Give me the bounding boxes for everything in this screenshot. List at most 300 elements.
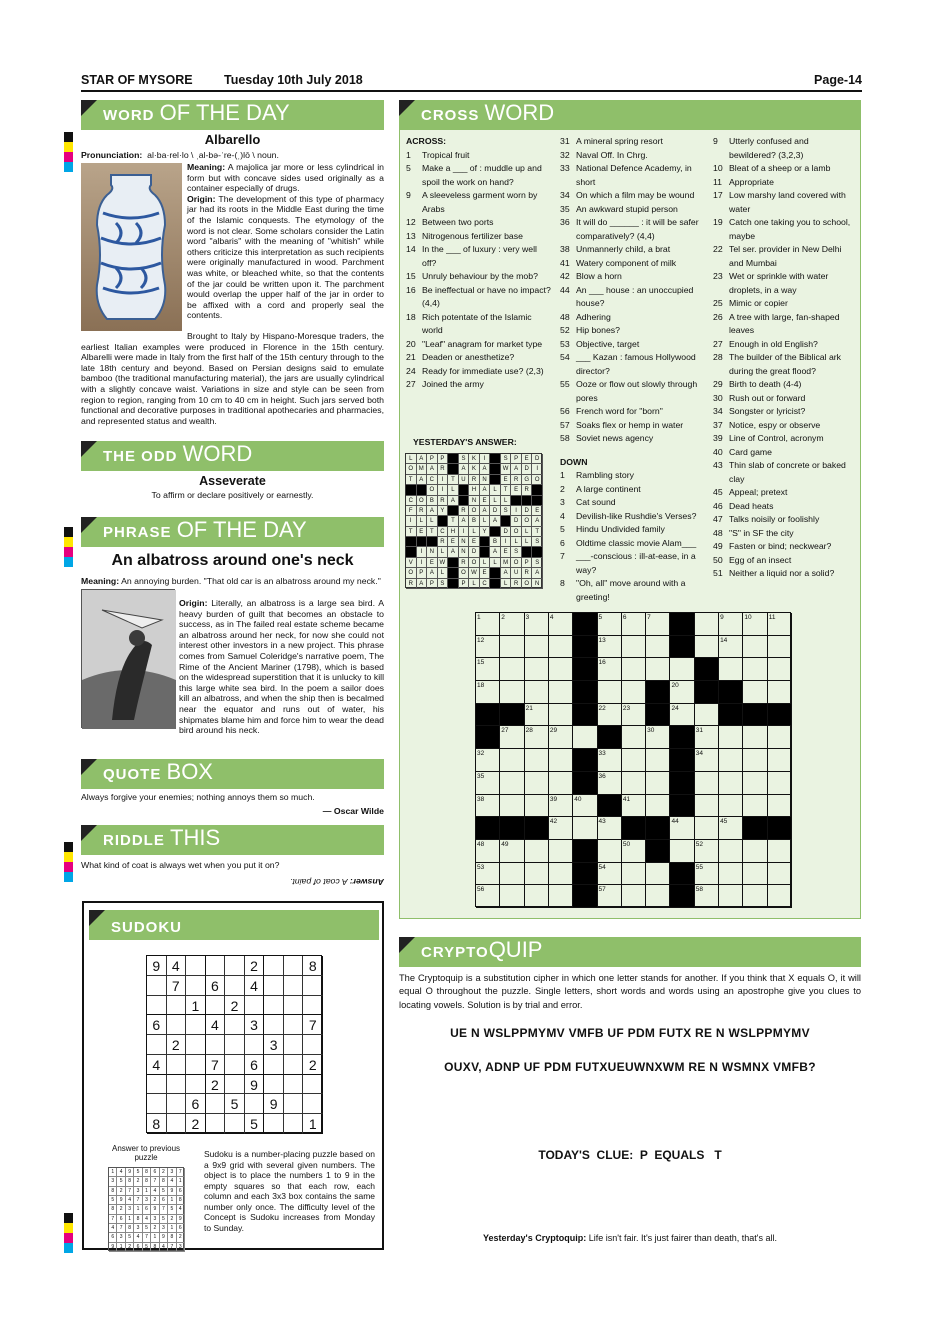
sudoku-cell[interactable] bbox=[303, 1075, 323, 1095]
yesterday-cell: G bbox=[522, 475, 533, 485]
clue-text: A tree with large, fan-shaped leaves bbox=[729, 311, 840, 335]
crossword-cell[interactable]: 32 bbox=[476, 749, 500, 772]
crossword-cell[interactable] bbox=[719, 885, 743, 908]
sudoku-cell[interactable] bbox=[245, 996, 265, 1016]
crossword-black-cell bbox=[670, 772, 694, 795]
sudoku-cell[interactable] bbox=[264, 1114, 284, 1134]
sudoku-cell[interactable] bbox=[167, 1055, 187, 1075]
crossword-cell[interactable]: 38 bbox=[476, 795, 500, 818]
clue-text: Enough in old English? bbox=[729, 338, 818, 349]
yesterday-cell bbox=[448, 579, 459, 589]
sudoku-cell[interactable] bbox=[206, 1035, 226, 1055]
sudoku-answer-cell: 2 bbox=[151, 1196, 159, 1205]
sudoku-answer-cell: 8 bbox=[168, 1233, 176, 1242]
crossword-cell[interactable]: 44 bbox=[670, 817, 694, 840]
yesterday-cell: S bbox=[438, 579, 449, 589]
crossword-cell[interactable]: 53 bbox=[476, 863, 500, 886]
yesterday-cell: A bbox=[427, 464, 438, 474]
crossword-cell[interactable]: 11 bbox=[768, 613, 792, 636]
yesterday-cell: L bbox=[522, 527, 533, 537]
crossword-cell[interactable] bbox=[743, 749, 767, 772]
crossword-cell[interactable] bbox=[719, 726, 743, 749]
crossword-cell[interactable] bbox=[743, 863, 767, 886]
crossword-cell[interactable] bbox=[549, 636, 573, 659]
crossword-cell[interactable] bbox=[768, 749, 792, 772]
crossword-cell[interactable]: 49 bbox=[500, 840, 524, 863]
sudoku-cell[interactable] bbox=[284, 1055, 304, 1075]
crossword-cell[interactable]: 21 bbox=[525, 704, 549, 727]
sudoku-cell[interactable] bbox=[303, 976, 323, 996]
crossword-cell[interactable]: 10 bbox=[743, 613, 767, 636]
sudoku-answer-cell: 9 bbox=[151, 1205, 159, 1214]
clue-number: 16 bbox=[406, 284, 416, 295]
sudoku-cell[interactable] bbox=[167, 1015, 187, 1035]
crossword-cell[interactable] bbox=[500, 681, 524, 704]
sudoku-cell[interactable] bbox=[206, 956, 226, 976]
sudoku-cell[interactable] bbox=[264, 1015, 284, 1035]
clue-item bbox=[713, 176, 855, 190]
crossword-cell[interactable] bbox=[743, 658, 767, 681]
crossword-cell[interactable] bbox=[525, 636, 549, 659]
sudoku-cell[interactable] bbox=[284, 996, 304, 1016]
sudoku-cell: 9 bbox=[264, 1094, 284, 1114]
sudoku-answer-cell: 4 bbox=[143, 1215, 151, 1224]
word-meaning: Meaning: A majolica jar more or less cylindrical in form but with concave sides used originally as a container especially of drugs. Origin: The development of this type of pharmacy jar had its roots in the Middle East during the time of the Islamic conquests. The etymology of the word is not clear. Some scholars consider the Latin word "albaris" with the meaning of "whitish" while others criticize this interpretation as such recipients were originally manufactured in wood. Parchment was white, or bleached white, so that the contents of the jar could be written upon it. The parchment would overlap the upper half of the jar in order to be affixed with a cord and properly seal the contents. bbox=[187, 162, 384, 321]
sudoku-cell[interactable] bbox=[284, 1035, 304, 1055]
crossword-cell[interactable] bbox=[500, 885, 524, 908]
crossword-cell[interactable]: 28 bbox=[525, 726, 549, 749]
sudoku-answer-cell: 6 bbox=[177, 1187, 185, 1196]
crossword-cell[interactable] bbox=[743, 636, 767, 659]
yesterday-cell bbox=[417, 485, 428, 495]
clue-text: Soviet news agency bbox=[576, 433, 654, 443]
crossword-cell[interactable] bbox=[768, 681, 792, 704]
sudoku-cell: 6 bbox=[186, 1094, 206, 1114]
crossword-cell[interactable] bbox=[500, 795, 524, 818]
crossword-cell[interactable]: 18 bbox=[476, 681, 500, 704]
cryptoquip-banner: CRYPTOQUIP bbox=[399, 937, 861, 967]
crossword-cell[interactable] bbox=[525, 885, 549, 908]
sudoku-grid[interactable] bbox=[146, 955, 322, 1133]
sudoku-cell[interactable] bbox=[245, 1094, 265, 1114]
crossword-cell[interactable]: 15 bbox=[476, 658, 500, 681]
yesterday-cell: E bbox=[501, 475, 512, 485]
crossword-cell[interactable] bbox=[719, 863, 743, 886]
crossword-cell[interactable] bbox=[525, 658, 549, 681]
crossword-cell[interactable]: 58 bbox=[695, 885, 719, 908]
crossword-cell[interactable]: 42 bbox=[549, 817, 573, 840]
clue-text: Tropical fruit bbox=[422, 149, 470, 160]
sudoku-cell[interactable] bbox=[167, 1094, 187, 1114]
sudoku-cell[interactable] bbox=[264, 1075, 284, 1095]
crossword-cell[interactable] bbox=[743, 840, 767, 863]
clue-item bbox=[560, 432, 704, 446]
crossword-black-cell bbox=[695, 658, 719, 681]
crossword-cell[interactable] bbox=[549, 863, 573, 886]
crossword-cell[interactable] bbox=[646, 772, 670, 795]
crossword-cell[interactable]: 23 bbox=[622, 704, 646, 727]
crossword-cell[interactable]: 3 bbox=[525, 613, 549, 636]
crossword-cell[interactable] bbox=[670, 658, 694, 681]
sudoku-cell: 3 bbox=[245, 1015, 265, 1035]
clue-number: 32 bbox=[560, 149, 570, 160]
crossword-cell[interactable] bbox=[622, 885, 646, 908]
yesterday-cell bbox=[490, 527, 501, 537]
clue-item bbox=[560, 270, 704, 284]
yesterday-cell: D bbox=[469, 547, 480, 557]
crossword-cell[interactable]: 13 bbox=[598, 636, 622, 659]
clue-number: 35 bbox=[560, 203, 570, 214]
crossword-cell[interactable] bbox=[768, 726, 792, 749]
crossword-cell[interactable] bbox=[525, 681, 549, 704]
crossword-cell[interactable] bbox=[743, 726, 767, 749]
clue-number: 9 bbox=[406, 190, 411, 200]
crossword-cell[interactable] bbox=[573, 817, 597, 840]
clue-item bbox=[713, 459, 855, 486]
crossword-cell[interactable] bbox=[622, 749, 646, 772]
crossword-cell[interactable]: 55 bbox=[695, 863, 719, 886]
clue-number: 1 bbox=[406, 149, 411, 160]
sudoku-cell[interactable] bbox=[284, 1114, 304, 1134]
yesterday-cell: L bbox=[490, 558, 501, 568]
crossword-cell[interactable] bbox=[719, 840, 743, 863]
clue-number: 12 bbox=[406, 217, 416, 227]
crossword-cell[interactable] bbox=[549, 749, 573, 772]
crossword-cell[interactable] bbox=[525, 795, 549, 818]
crossword-cell[interactable] bbox=[768, 795, 792, 818]
sudoku-cell[interactable] bbox=[186, 1075, 206, 1095]
sudoku-answer-cell: 7 bbox=[117, 1224, 125, 1233]
crossword-cell[interactable] bbox=[768, 840, 792, 863]
crossword-cell[interactable] bbox=[622, 863, 646, 886]
sudoku-cell[interactable] bbox=[264, 956, 284, 976]
sudoku-cell[interactable] bbox=[206, 1094, 226, 1114]
sudoku-cell[interactable] bbox=[186, 956, 206, 976]
sudoku-cell: 4 bbox=[245, 976, 265, 996]
sudoku-answer-cell: 3 bbox=[160, 1224, 168, 1233]
crossword-cell[interactable]: 45 bbox=[719, 817, 743, 840]
crossword-cell[interactable] bbox=[646, 658, 670, 681]
sudoku-answer-cell: 7 bbox=[143, 1233, 151, 1242]
clue-text: Ooze or flow out slowly through pores bbox=[576, 379, 698, 403]
yesterday-cell: B bbox=[490, 537, 501, 547]
crossword-cell[interactable] bbox=[622, 636, 646, 659]
sudoku-cell[interactable] bbox=[147, 996, 167, 1016]
crossword-cell[interactable]: 27 bbox=[500, 726, 524, 749]
crossword-cell[interactable] bbox=[670, 840, 694, 863]
crossword-cell[interactable] bbox=[598, 681, 622, 704]
crossword-cell[interactable] bbox=[695, 636, 719, 659]
crossword-cell[interactable] bbox=[549, 772, 573, 795]
corner-triangle-icon bbox=[399, 100, 415, 116]
crossword-cell[interactable]: 54 bbox=[598, 863, 622, 886]
crossword-black-cell bbox=[646, 817, 670, 840]
sudoku-cell[interactable] bbox=[206, 996, 226, 1016]
yesterday-cell: T bbox=[406, 475, 417, 485]
crossword-cell[interactable]: 40 bbox=[573, 795, 597, 818]
sudoku-answer-cell: 9 bbox=[177, 1215, 185, 1224]
crossword-cell[interactable]: 9 bbox=[719, 613, 743, 636]
sudoku-cell[interactable] bbox=[147, 1094, 167, 1114]
yesterday-cell: D bbox=[532, 454, 543, 464]
sudoku-cell[interactable] bbox=[225, 976, 245, 996]
crossword-black-cell bbox=[719, 681, 743, 704]
crossword-cell[interactable] bbox=[622, 681, 646, 704]
crossword-cell[interactable] bbox=[646, 795, 670, 818]
crossword-black-cell bbox=[476, 726, 500, 749]
crossword-cell[interactable] bbox=[500, 636, 524, 659]
yesterday-cell bbox=[522, 547, 533, 557]
crossword-cell[interactable] bbox=[622, 658, 646, 681]
crossword-cell[interactable] bbox=[695, 795, 719, 818]
crossword-grid[interactable] bbox=[475, 612, 791, 907]
corner-triangle-icon bbox=[81, 517, 97, 533]
yesterday-cell: O bbox=[406, 464, 417, 474]
sudoku-answer-label: Answer to previous puzzle bbox=[111, 1144, 181, 1162]
crossword-black-cell bbox=[743, 704, 767, 727]
crossword-black-cell bbox=[743, 817, 767, 840]
yesterday-cell: A bbox=[448, 547, 459, 557]
clue-item bbox=[560, 243, 704, 257]
crossword-cell[interactable]: 1 bbox=[476, 613, 500, 636]
sudoku-cell[interactable] bbox=[186, 1015, 206, 1035]
crossword-cell[interactable] bbox=[525, 863, 549, 886]
yesterday-cell bbox=[490, 454, 501, 464]
sudoku-cell[interactable] bbox=[186, 1035, 206, 1055]
crossword-cell[interactable]: 5 bbox=[598, 613, 622, 636]
clue-item bbox=[560, 135, 704, 149]
sudoku-description: Sudoku is a number-placing puzzle based on a 9x9 grid with several given numbers. The object is to place the numbers 1 to 9 in the empty squares so that each row, each column and each 3x3 box contains the same number only once. The difficulty level of the Concept is Sudoku increases from Monday to Sunday. bbox=[204, 1149, 375, 1233]
crossword-cell[interactable] bbox=[719, 772, 743, 795]
sudoku-cell[interactable] bbox=[303, 1035, 323, 1055]
crossword-cell[interactable] bbox=[646, 863, 670, 886]
crossword-black-cell bbox=[646, 681, 670, 704]
sudoku-cell[interactable] bbox=[245, 1035, 265, 1055]
sudoku-cell[interactable] bbox=[225, 1075, 245, 1095]
crossword-cell[interactable] bbox=[695, 772, 719, 795]
clue-item bbox=[560, 284, 704, 311]
yesterday-cell: A bbox=[459, 464, 470, 474]
clue-item bbox=[560, 351, 704, 378]
sudoku-cell: 2 bbox=[167, 1035, 187, 1055]
sudoku-cell[interactable] bbox=[147, 1035, 167, 1055]
crossword-cell[interactable]: 56 bbox=[476, 885, 500, 908]
crossword-cell[interactable] bbox=[695, 613, 719, 636]
yesterday-cell bbox=[448, 454, 459, 464]
crossword-cell[interactable]: 31 bbox=[695, 726, 719, 749]
crossword-cell[interactable] bbox=[549, 658, 573, 681]
crossword-cell[interactable] bbox=[549, 840, 573, 863]
crossword-black-cell bbox=[573, 704, 597, 727]
crossword-cell[interactable]: 4 bbox=[549, 613, 573, 636]
sudoku-cell[interactable] bbox=[206, 1114, 226, 1134]
sudoku-cell[interactable] bbox=[147, 1075, 167, 1095]
crossword-cell[interactable]: 35 bbox=[476, 772, 500, 795]
yesterday-answer-grid bbox=[405, 453, 542, 588]
crossword-cell[interactable] bbox=[768, 772, 792, 795]
crossword-cell[interactable] bbox=[646, 636, 670, 659]
crossword-cell[interactable]: 7 bbox=[646, 613, 670, 636]
sudoku-answer-cell: 1 bbox=[151, 1233, 159, 1242]
crossword-cell[interactable] bbox=[573, 726, 597, 749]
page-header bbox=[81, 72, 862, 92]
registration-marks bbox=[64, 527, 73, 567]
yesterday-cell: E bbox=[448, 537, 459, 547]
crossword-cell[interactable] bbox=[549, 681, 573, 704]
sudoku-cell[interactable] bbox=[167, 1114, 187, 1134]
yesterday-cell: L bbox=[511, 537, 522, 547]
issue-date: Tuesday 10th July 2018 bbox=[224, 73, 363, 87]
sudoku-cell[interactable] bbox=[284, 976, 304, 996]
clue-number: 19 bbox=[713, 217, 723, 227]
yesterday-cell: A bbox=[448, 496, 459, 506]
sudoku-cell[interactable] bbox=[225, 1114, 245, 1134]
phrase-meaning: Meaning: An annoying burden. "That old car is an albatross around my neck." bbox=[81, 576, 381, 586]
crossword-cell[interactable]: 48 bbox=[476, 840, 500, 863]
crossword-cell[interactable]: 57 bbox=[598, 885, 622, 908]
sudoku-cell[interactable] bbox=[167, 1075, 187, 1095]
clue-number: 34 bbox=[560, 190, 570, 200]
crossword-cell[interactable] bbox=[743, 772, 767, 795]
crossword-cell[interactable] bbox=[622, 772, 646, 795]
sudoku-answer-cell: 2 bbox=[177, 1233, 185, 1242]
clue-number: 26 bbox=[713, 311, 723, 322]
crossword-cell[interactable]: 34 bbox=[695, 749, 719, 772]
yesterday-cell: L bbox=[501, 579, 512, 589]
clue-number: 41 bbox=[560, 257, 570, 268]
clue-item bbox=[560, 496, 704, 510]
crossword-cell[interactable] bbox=[719, 749, 743, 772]
crossword-cell[interactable] bbox=[500, 658, 524, 681]
crossword-black-cell bbox=[525, 817, 549, 840]
crossword-cell[interactable] bbox=[549, 704, 573, 727]
crossword-cell[interactable] bbox=[500, 749, 524, 772]
sudoku-cell[interactable] bbox=[284, 1075, 304, 1095]
crossword-cell[interactable]: 12 bbox=[476, 636, 500, 659]
clue-item bbox=[406, 162, 552, 189]
sudoku-cell[interactable] bbox=[284, 956, 304, 976]
crossword-cell[interactable] bbox=[768, 658, 792, 681]
sudoku-cell[interactable] bbox=[186, 976, 206, 996]
crossword-cell[interactable]: 41 bbox=[622, 795, 646, 818]
yesterday-cell: H bbox=[469, 485, 480, 495]
crossword-cell[interactable]: 6 bbox=[622, 613, 646, 636]
yesterday-cell: P bbox=[511, 454, 522, 464]
sudoku-cell[interactable] bbox=[284, 1015, 304, 1035]
clue-text: Devilish-like Rushdie's Verses? bbox=[576, 510, 697, 521]
sudoku-cell[interactable] bbox=[284, 1094, 304, 1114]
crossword-cell[interactable]: 36 bbox=[598, 772, 622, 795]
sudoku-cell[interactable] bbox=[167, 996, 187, 1016]
sudoku-cell: 5 bbox=[225, 1094, 245, 1114]
yesterday-cell: O bbox=[459, 568, 470, 578]
yesterday-cell: A bbox=[532, 516, 543, 526]
crossword-cell[interactable]: 2 bbox=[500, 613, 524, 636]
crossword-cell[interactable] bbox=[500, 863, 524, 886]
crossword-cell[interactable] bbox=[743, 795, 767, 818]
crossword-cell[interactable] bbox=[549, 885, 573, 908]
crossword-cell[interactable] bbox=[719, 795, 743, 818]
crossword-cell[interactable] bbox=[646, 885, 670, 908]
clue-text: Watery component of milk bbox=[576, 257, 677, 268]
sudoku-answer-cell: 2 bbox=[134, 1177, 142, 1186]
clue-text: Adhering bbox=[576, 311, 611, 322]
clue-number: 25 bbox=[713, 298, 723, 308]
sudoku-answer-cell: 6 bbox=[109, 1233, 117, 1242]
sudoku-cell[interactable] bbox=[225, 1055, 245, 1075]
yesterday-cell bbox=[406, 485, 417, 495]
sudoku-cell[interactable] bbox=[186, 1055, 206, 1075]
sudoku-cell[interactable] bbox=[147, 976, 167, 996]
yesterday-cell: L bbox=[490, 496, 501, 506]
crossword-cell[interactable] bbox=[695, 817, 719, 840]
crossword-cell[interactable] bbox=[646, 749, 670, 772]
crossword-cell[interactable]: 39 bbox=[549, 795, 573, 818]
crossword-cell[interactable] bbox=[768, 863, 792, 886]
crossword-cell[interactable] bbox=[743, 885, 767, 908]
crossword-cell[interactable]: 52 bbox=[695, 840, 719, 863]
sudoku-cell[interactable] bbox=[225, 1015, 245, 1035]
sudoku-cell[interactable] bbox=[303, 1094, 323, 1114]
yesterday-cell bbox=[480, 537, 491, 547]
crossword-cell[interactable] bbox=[768, 885, 792, 908]
crossword-cell[interactable]: 43 bbox=[598, 817, 622, 840]
corner-triangle-icon bbox=[81, 441, 97, 457]
yesterday-cell: N bbox=[459, 547, 470, 557]
crossword-cell[interactable] bbox=[598, 840, 622, 863]
clue-text: Catch one taking you to school, maybe bbox=[729, 217, 851, 241]
sudoku-cell: 8 bbox=[147, 1114, 167, 1134]
crossword-cell[interactable] bbox=[525, 772, 549, 795]
sudoku-answer-cell: 8 bbox=[151, 1243, 159, 1252]
sudoku-cell[interactable] bbox=[303, 996, 323, 1016]
word-body: Brought to Italy by Hispano-Moresque traders, the earliest Italian examples were produced in Florence in the 15th century. Albarelli were made in Italy from the first half of the 15th century through to the late 18th century and beyond. Based on Persian designs said to emulate bamboo (the traditional manufacturing material), the jars are usually cylindrical with a slightly concave waist. Variations in size and style can be seen from region to region, ranging from 10 cm to 40 cm in height. Such jars served both functional and decorative purposes in traditional apothecaries and pharmacies, and represented status and wealth. bbox=[81, 331, 384, 426]
crossword-cell[interactable] bbox=[719, 658, 743, 681]
crossword-cell[interactable]: 29 bbox=[549, 726, 573, 749]
crossword-cell[interactable] bbox=[743, 681, 767, 704]
crossword-cell[interactable]: 22 bbox=[598, 704, 622, 727]
crossword-cell[interactable]: 14 bbox=[719, 636, 743, 659]
crossword-cell[interactable]: 30 bbox=[646, 726, 670, 749]
crossword-cell[interactable]: 24 bbox=[670, 704, 694, 727]
yesterday-cell: M bbox=[417, 464, 428, 474]
sudoku-cell[interactable] bbox=[264, 1055, 284, 1075]
sudoku-cell[interactable] bbox=[225, 956, 245, 976]
sudoku-cell[interactable] bbox=[225, 1035, 245, 1055]
crossword-cell[interactable]: 16 bbox=[598, 658, 622, 681]
sudoku-answer-cell: 8 bbox=[126, 1177, 134, 1186]
crossword-cell[interactable] bbox=[525, 840, 549, 863]
crossword-cell[interactable]: 20 bbox=[670, 681, 694, 704]
yesterday-cell bbox=[438, 516, 449, 526]
crossword-cell[interactable] bbox=[622, 726, 646, 749]
crossword-cell[interactable]: 33 bbox=[598, 749, 622, 772]
yesterday-cell: P bbox=[427, 579, 438, 589]
yesterday-cell: I bbox=[511, 506, 522, 516]
crossword-cell[interactable] bbox=[525, 749, 549, 772]
yesterday-cell: L bbox=[480, 558, 491, 568]
crossword-cell[interactable] bbox=[695, 704, 719, 727]
sudoku-cell[interactable] bbox=[264, 996, 284, 1016]
crossword-cell[interactable]: 50 bbox=[622, 840, 646, 863]
sudoku-cell: 2 bbox=[225, 996, 245, 1016]
sudoku-cell[interactable] bbox=[264, 976, 284, 996]
crossword-cell[interactable] bbox=[768, 636, 792, 659]
yesterday-cell bbox=[448, 464, 459, 474]
quote-box-banner: QUOTE BOX bbox=[81, 759, 384, 789]
crossword-cell[interactable] bbox=[500, 772, 524, 795]
clue-item bbox=[406, 338, 552, 352]
